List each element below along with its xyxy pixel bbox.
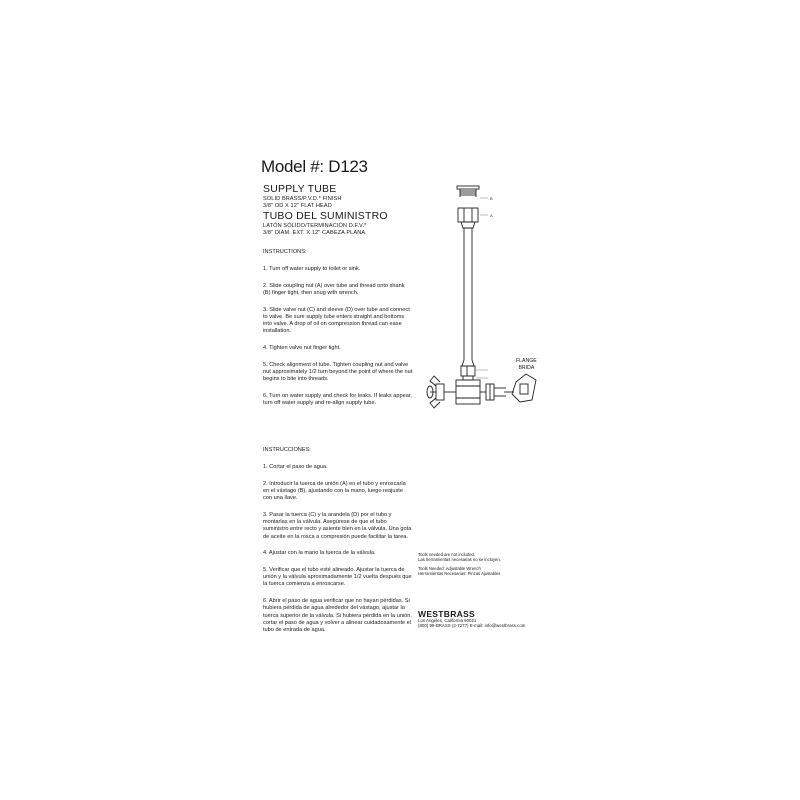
supply-tube-diagram: [420, 170, 580, 430]
label-a: A: [490, 213, 493, 218]
product-title-es: TUBO DEL SUMINISTRO: [263, 210, 388, 222]
instruction-step: 5. Check alignment of tube. Tighten coupling nut and valve nut approximately 1/2 turn beyond the point of where the nut begins to bite into threads.: [263, 361, 413, 383]
product-desc-en-2: 3/8" OD X 12" FLAT HEAD: [263, 203, 332, 209]
company-logo: WESTBRASS: [418, 609, 476, 619]
flange-label-en: FLANGE: [516, 358, 537, 364]
product-title-en: SUPPLY TUBE: [263, 183, 337, 195]
instruction-step: 6. Turn on water supply and check for leaks. If leaks appear, turn off water supply and re-align supply tube.: [263, 392, 412, 407]
company-address: [418, 618, 525, 628]
company-city: Los Angeles, California 90021: [418, 618, 477, 623]
instructions-es-heading: INSTRUCCIONES:: [263, 447, 311, 453]
instruction-step: 6. Abrir el paso de agua verificar que no hayan pérdidas. Si hubiera pérdida de agua alrededor del vástago, ajustar la tuerca superior de la válvula. Si hubiera pérdida en la unión, cortar el paso de agua y volver a alinear cuidadosamente el tubo de entrada de agua.: [263, 598, 412, 633]
label-b: B: [490, 196, 493, 201]
instruction-step: 2. Introducir la tuerca de unión (A) en el tubo y enroscarla en el vástago (B), ajustando con la mano, luego reajuste con una llave.: [263, 480, 406, 502]
product-desc-en-1: SOLID BRASS/P.V.D.* FINISH: [263, 196, 342, 202]
product-desc-es-2: 3/8" DIÁM. EXT. X 12" CABEZA PLANA: [263, 230, 366, 236]
company-contact: (800) 99-BRASS (2-7277) E-mail: info@westbrass.com: [418, 623, 526, 629]
tools-note: [418, 552, 501, 577]
model-title: Model #: D123: [261, 157, 368, 176]
instruction-step: 5. Verificar que el tubo esté alineado. Ajustar la tuerca de unión y la válvula aproximadamente 1/2 vuelta después que la tuerca comienza a enroscarse.: [263, 567, 412, 588]
tools-note-line3: Tools Needed: Adjustable Wrench: [418, 565, 481, 571]
flange-label-es: BRIDA: [518, 365, 535, 371]
instruction-step: 3. Slide valve nut (C) and sleeve (D) over tube and connect to valve. Be sure supply tube enters straight and bottoms into valve. A drop of oil on compression thread can ease installation.: [263, 306, 410, 335]
instruction-step: 4. Ajustar con la mano la tuerca de la válvula.: [263, 550, 376, 557]
instruction-step: 2. Slide coupling nut (A) over tube and thread onto shank (B) finger tight, then snug with wrench.: [263, 282, 405, 297]
tools-note-line2: Las herramientas necesarias no se incluyen.: [418, 557, 501, 563]
product-desc-es-1: LATÓN SÓLIDO/TERMINACIÓN D.F.V.*: [263, 223, 367, 229]
tools-note-line1: Tools needed are not included.: [418, 552, 476, 557]
instruction-step: 4. Tighten valve nut finger tight.: [263, 345, 341, 352]
instruction-step: 3. Pasar la tuerca (C) y la arandela (D) por el tubo y montarlas en la válvula. Asegúrese de que el tubo suministro entre recto y asiente bien en la válvula. Una gota de aceite en la rosca a compresión puede facilitar la tarea.: [263, 512, 412, 540]
tools-note-line4: Herramientas Necesarias: Pinzas Ajustables: [418, 571, 501, 577]
instruction-step: 1. Turn off water supply to toilet or sink.: [263, 266, 361, 273]
instruction-step: 1. Cortar el paso de agua.: [263, 464, 328, 471]
instructions-es: [263, 447, 413, 644]
instructions-en-heading: INSTRUCTIONS:: [263, 249, 307, 255]
instructions-en: [263, 249, 413, 417]
flange-label: [516, 358, 537, 372]
